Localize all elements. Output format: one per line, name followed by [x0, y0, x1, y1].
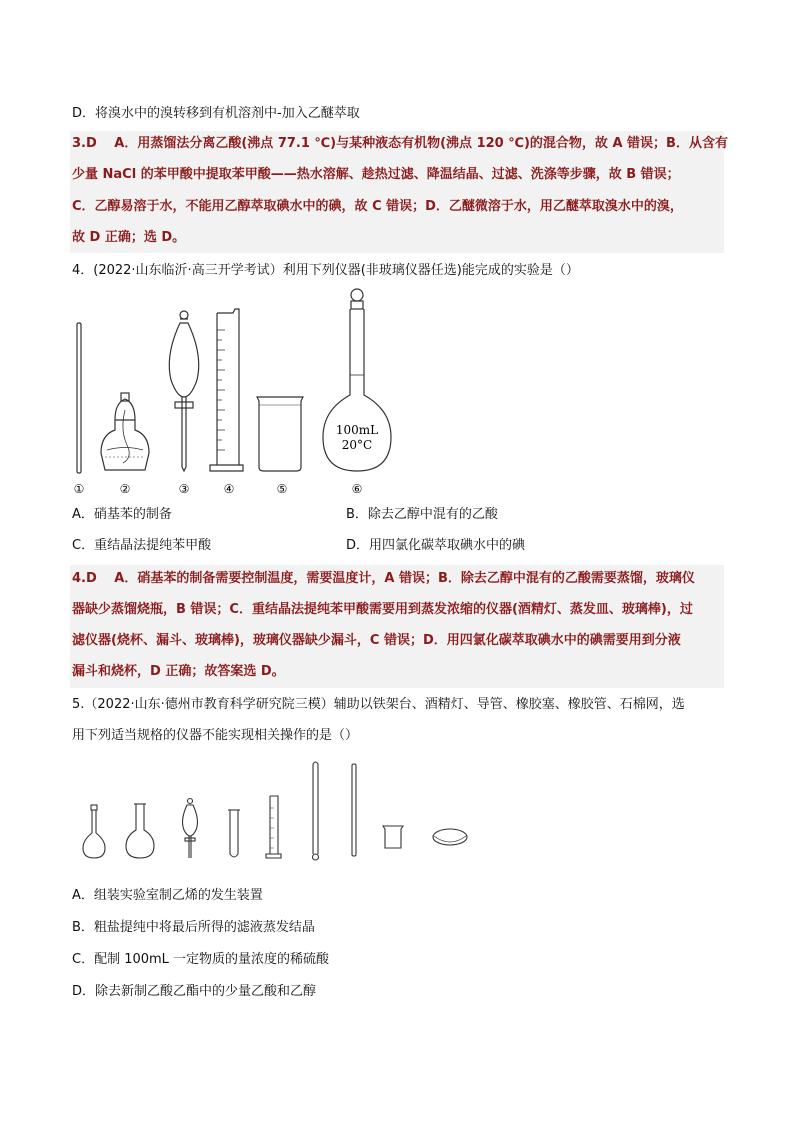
q5-stem-line-2: 用下列适当规格的仪器不能实现相关操作的是（）	[72, 728, 359, 743]
q4-option-b: B．除去乙醇中混有的乙酸	[346, 507, 498, 522]
label-3: ③	[178, 482, 190, 496]
q5-option-a: A．组装实验室制乙烯的发生装置	[72, 888, 263, 903]
thermometer-icon	[313, 762, 319, 860]
q5-option-d: D．除去新制乙酸乙酯中的少量乙酸和乙醇	[72, 984, 317, 999]
answer-4-line-1: 4.D A．硝基苯的制备需要控制温度，需要温度计，A 错误；B．除去乙醇中混有的乙酸需要蒸馏，玻璃仪	[72, 571, 695, 586]
small-separatory-funnel-icon	[183, 799, 198, 859]
small-volumetric-flask-icon	[83, 805, 105, 858]
round-bottom-flask-icon	[126, 804, 154, 858]
graduated-cylinder-icon	[210, 309, 243, 471]
answer-4-line-2: 器缺少蒸馏烧瓶，B 错误；C．重结晶法提纯苯甲酸需要用到蒸发浓缩的仪器(酒精灯、蒸发皿、玻璃棒)，过	[72, 602, 693, 617]
flask-text-temperature: 20°C	[341, 438, 373, 452]
label-4: ④	[223, 482, 235, 496]
q4-option-c: C．重结晶法提纯苯甲酸	[72, 538, 212, 553]
separatory-funnel-icon	[169, 311, 198, 471]
beaker-icon	[257, 397, 303, 471]
label-1: ①	[73, 482, 85, 496]
evaporating-dish-icon	[433, 829, 467, 845]
answer-4-line-4: 漏斗和烧杯，D 正确；故答案选 D。	[72, 664, 285, 679]
label-5: ⑤	[276, 482, 288, 496]
q5-option-b: B．粗盐提纯中将最后所得的滤液蒸发结晶	[72, 920, 315, 935]
q4-option-a: A．硝基苯的制备	[72, 507, 172, 522]
answer-3-line-1: 3.D A．用蒸馏法分离乙酸(沸点 77.1 ℃)与某种液态有机物(沸点 120 ℃)的混合物，故 A 错误；B．从含有	[72, 136, 728, 151]
q4-option-d: D．用四氯化碳萃取碘水中的碘	[346, 538, 526, 553]
test-tube-icon	[228, 810, 240, 857]
answer-3-line-4: 故 D 正确；选 D。	[72, 230, 186, 245]
q5-stem-line-1: 5.（2022·山东·德州市教育科学研究院三模）辅助以铁架台、酒精灯、导管、橡胶塞、橡胶管、石棉网，选	[72, 697, 685, 712]
answer-3-line-2: 少量 NaCl 的苯甲酸中提取苯甲酸——热水溶解、趁热过滤、降温结晶、过滤、洗涤等步骤，故 B 错误；	[72, 167, 680, 182]
small-graduated-cylinder-icon	[266, 796, 281, 858]
answer-3-line-3: C．乙醇易溶于水，不能用乙醇萃取碘水中的碘，故 C 错误；D．乙醚微溶于水，用乙醚萃取溴水中的溴，	[72, 199, 683, 214]
alcohol-lamp-icon	[101, 393, 149, 470]
small-beaker-icon	[383, 826, 403, 848]
q4-instruments-figure	[65, 285, 405, 500]
label-6: ⑥	[351, 482, 363, 496]
long-glass-rod-icon	[352, 764, 356, 856]
q5-instruments-figure	[78, 758, 478, 868]
q5-option-c: C．配制 100mL 一定物质的量浓度的稀硫酸	[72, 952, 330, 967]
label-2: ②	[119, 482, 131, 496]
q4-stem: 4．(2022·山东临沂·高三开学考试）利用下列仪器(非玻璃仪器任选)能完成的实验是（）	[72, 263, 579, 278]
flask-text-volume: 100mL	[335, 423, 379, 437]
answer-4-line-3: 滤仪器(烧杯、漏斗、玻璃棒)，玻璃仪器缺少漏斗，C 错误；D．用四氯化碳萃取碘水中的碘需要用到分液	[72, 633, 681, 648]
q3-option-d: D．将溴水中的溴转移到有机溶剂中-加入乙醚萃取	[72, 106, 360, 121]
glass-rod-icon	[77, 323, 81, 473]
